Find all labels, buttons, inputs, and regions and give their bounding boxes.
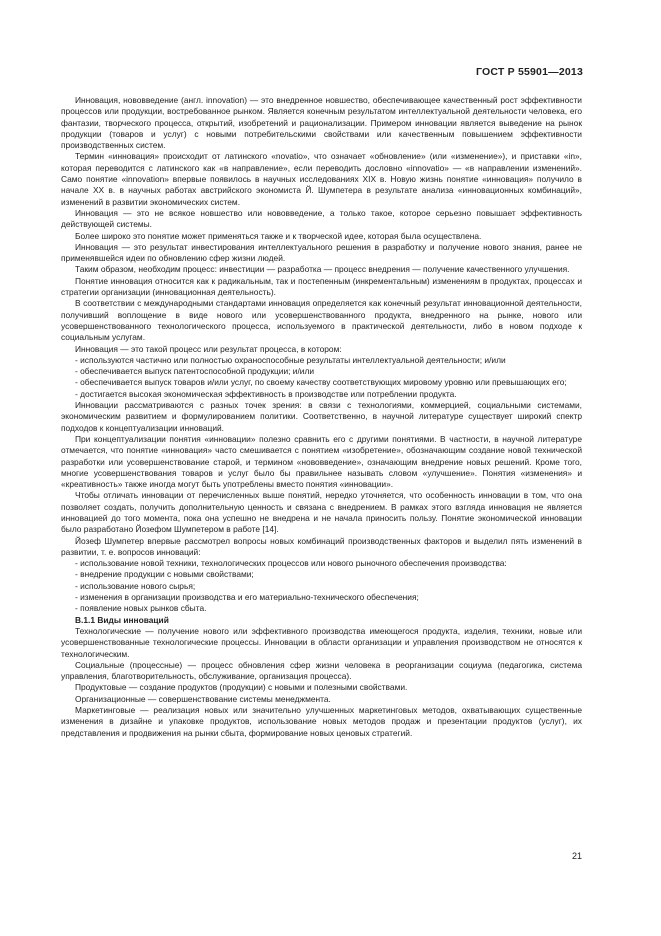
list-item: - достигается высокая экономическая эффективность в производстве или потреблении продукта. [75,388,457,399]
paragraph: Таким образом, необходим процесс: инвестиции — разработка — процесс внедрения — получение качественного улучшения. [75,264,570,275]
paragraph: Чтобы отличать инновации от перечисленных выше понятий, нередко уточняется, что особенность инновации в том, что она позволяет создать, получить дополнительную ценность и связана с внедрением. В рамках этого взгляда инновация не является инновацией до того момента, пока она успешно не внедрена и не начала приносить пользу. Понятие экономической инновации было разработано Йозефом Шумпетером в работе [14]. [61,490,582,535]
paragraph: Маркетинговые — реализация новых или значительно улучшенных маркетинговых методов, охватывающих существенные изменения в дизайне и упаковке продуктов, использование новых методов продаж и презентации продуктов (услуг), их представления и продвижения на рынки сбыта, формирование новых ценовых стратегий. [61,705,582,738]
paragraph: Более широко это понятие может применяться также и к творческой идее, которая была осуществлена. [75,230,482,241]
paragraph: Продуктовые — создание продуктов (продукции) с новыми и полезными свойствами. [75,682,408,693]
paragraph: Йозеф Шумпетер впервые рассмотрел вопросы новых комбинаций производственных факторов и выделил пять изменений в развитии, т. е. вопросов инноваций: [61,535,582,557]
paragraph: Социальные (процессные) — процесс обновления сфер жизни человека в реорганизации социума (педагогика, система управления, благотворительность, обслуживание, организация процесса). [61,659,582,682]
page-number: 21 [571,851,582,861]
paragraph: Инновация — это результат инвестирования интеллектуального решения в разработку и получение нового знания, ранее не применявшейся идеи по обновлению сфер жизни людей. [61,241,582,264]
paragraph: Понятие инновация относится как к радикальным, так и постепенным (инкрементальным) изменениям в продуктах, процессах и стратегии организации (инновационная деятельность). [61,275,582,298]
paragraph: При концептуализации понятия «инновации» полезно сравнить его с другими понятиями. В частности, в научной литературе отмечается, что понятие «инновация» часто смешивается с понятием «изобретение», обозначающим создание новой технической разработки или усовершенствование старой, и термином «нововведение», означающим внедрение новых решений. Кроме того, многие усовершенствования товаров и услуг было бы правильнее называть словом «улучшение». Понятия «изменения» и «креативность» также иногда могут быть употреблены вместо понятия «инновации». [61,433,582,490]
paragraph: В соответствии с международными стандартами инновация определяется как конечный результат инновационной деятельности, получивший воплощение в виде нового или усовершенствованного продукта, внедренного на рынке, нового или усовершенствованного технологического процесса, используемого в практической деятельности, либо в новом подходе к социальным услугам. [61,298,582,343]
list-item: - обеспечивается выпуск патентоспособной продукции; и/или [75,366,315,377]
list-item: - обеспечивается выпуск товаров и/или услуг, по своему качеству соответствующих мировому уровню или превышающих его; [75,377,567,388]
paragraph: Организационные — совершенствование системы менеджмента. [75,693,331,704]
list-item: - использование новой техники, технологических процессов или нового рыночного обеспечения производства: [75,558,507,569]
paragraph: Инновации рассматриваются с разных точек зрения: в связи с технологиями, коммерцией, социальными системами, экономическим развитием и формулированием политики. Соответственно, в научной литературе существует широкий спектр подходов к концептуализации инноваций. [61,400,582,433]
paragraph: Технологические — получение нового или эффективного производства имеющегося продукта, изделия, техники, новые или усовершенствованные технологические процессы. Инновации в области организации и управления производством не относятся к технологическим. [61,625,582,659]
paragraph: Инновация — это не всякое новшество или нововведение, а только такое, которое серьезно повышает эффективность действующей системы. [61,207,582,230]
paragraph: Термин «инновация» происходит от латинского «novatio», что означает «обновление» (или «изменение»), и приставки «in», которая переводится с латинского как «в направление», если переводить дословно «innovatio» — «в направлении изменений». Само понятие «innovation» впервые появилось в научных исследованиях XIX в. Новую жизнь понятие «инновация» получило в начале XX в. в научных работах австрийского экономиста Й. Шумпетера в результате анализа «инновационных комбинаций», изменений в развитии экономических систем. [61,151,582,207]
list-item: - используются частично или полностью охраноспособные результаты интеллектуальной деятельности; и/или [75,354,506,365]
list-item: - появление новых рынков сбыта. [75,603,207,614]
paragraph: Инновация — это такой процесс или результат процесса, в котором: [75,343,342,354]
list-item: - использование нового сырья; [75,580,196,591]
section-heading: В.1.1 Виды инноваций [75,614,169,625]
document-id: ГОСТ Р 55901—2013 [475,66,583,78]
paragraph: Инновация, нововведение (англ. innovation) — это внедренное новшество, обеспечивающее качественный рост эффективности процессов или продукции, востребованное рынком. Является конечным результатом интеллектуальной деятельности человека, его фантазии, творческого процесса, открытий, изобретений и рационализации. Примером инновации является выведение на рынок продукции (товаров и услуг) с новыми потребительскими свойствами или качественным повышением эффективности производственных систем. [61,95,582,151]
list-item: - внедрение продукции с новыми свойствами; [75,569,254,580]
document-body [61,95,582,739]
list-item: - изменения в организации производства и его материально-технического обеспечения; [75,592,419,603]
